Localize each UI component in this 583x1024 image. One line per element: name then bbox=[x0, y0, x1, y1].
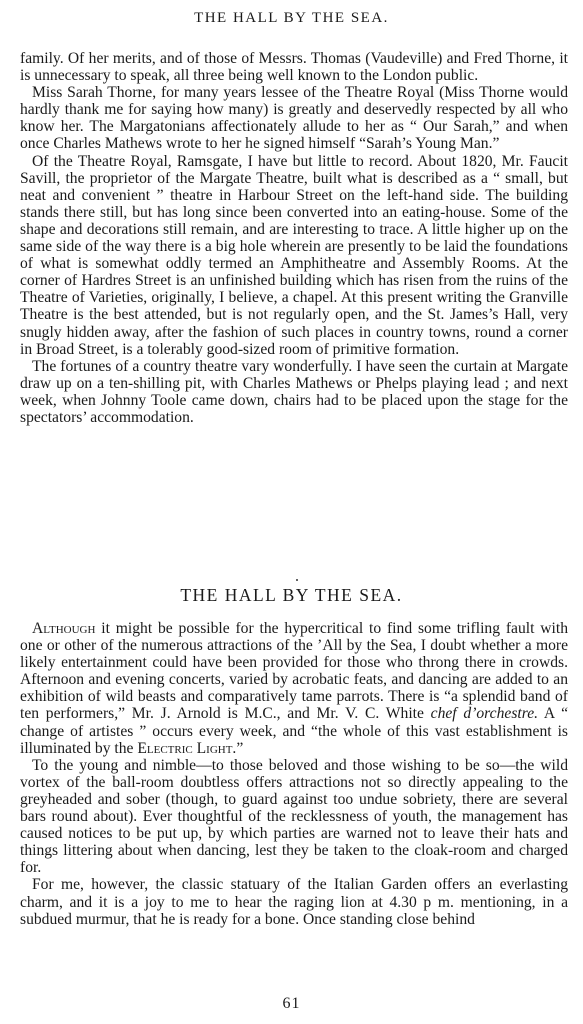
page-number: 61 bbox=[282, 995, 301, 1012]
drop-lead-word: Although bbox=[32, 620, 96, 637]
bottom-text-block bbox=[20, 620, 568, 928]
running-head: THE HALL BY THE SEA. bbox=[194, 10, 389, 26]
italic-phrase: chef d’orchestre. bbox=[430, 705, 539, 723]
paragraph-text: A “ change of artistes ” occurs every week, and “the whole of this vast establishment is illuminated by the bbox=[20, 705, 568, 757]
section-title: THE HALL BY THE SEA. bbox=[180, 585, 403, 605]
paragraph-text: it might be possible for the hypercritical to find some trifling fault with one or other of the numerous attractions of the ’All by the Sea, I doubt whether a more likely entertainment could have been provided for those who throng there in crowds. Afternoon and evening concerts, varied by acrobatic feats, and dancing are added to an exhibition of wild beasts and comparatively tame parrots. There is “a splendid band of ten performers,” Mr. J. Arnold is M.C., and Mr. V. C. White bbox=[20, 620, 568, 723]
closing-quote: ” bbox=[236, 739, 244, 757]
paragraph: For me, however, the classic statuary of the Italian Garden offers an everlasting charm, and it is a joy to me to hear the raging lion at 4.30 p m. mentioning, in a subdued murmur, that he is ready for a bone. Once standing close behind bbox=[20, 876, 568, 928]
paragraph: To the young and nimble—to those beloved and those wishing to be so—the wild vortex of the ball-room doubtless offers attractions not so directly appealing to the greyheaded and sober (though, to guard against too undue sobriety, there are several bars round about). Ever thoughtful of the recklessness of youth, the management has caused notices to be put up, by which parties are warned not to leave their hats and things littering about when dancing, lest they be taken to the cloak-room and charged for. bbox=[20, 756, 568, 877]
small-caps-phrase: Electric Light. bbox=[137, 739, 237, 757]
ink-speck bbox=[296, 579, 298, 581]
top-text-block bbox=[20, 50, 568, 426]
paragraph: Of the Theatre Royal, Ramsgate, I have but little to record. About 1820, Mr. Faucit Savill, the proprietor of the Margate Theatre, built what is described as a “ small, but neat and convenient ” theatre in Harbour Street on the left-hand side. The building stands there still, but has long since been converted into an eating-house. Some of the shape and decorations still remain, and are interesting to trace. A little higher up on the same side of the way there is a big hole wherein are presently to be laid the foundations of what is somewhat oddly termed an Amphitheatre and Assembly Rooms. At the corner of Hardres Street is an unfinished building which has risen from the ruins of the Theatre of Varieties, originally, I believe, a chapel. At this present writing the Granville Theatre is the best attended, but is not regularly open, and the St. James’s Hall, very snugly hidden away, after the fashion of such places in country towns, round a corner in Broad Street, is a tolerably good-sized room of primitive formation. bbox=[20, 152, 568, 358]
paragraph: The fortunes of a country theatre vary wonderfully. I have seen the curtain at Margate draw up on a ten-shilling pit, with Charles Mathews or Phelps playing lead ; and next week, when Johnny Toole came down, chairs had to be placed upon the stage for the spectators’ accommodation. bbox=[20, 357, 568, 426]
paragraph: Miss Sarah Thorne, for many years lessee of the Theatre Royal (Miss Thorne would hardly thank me for saying how many) is greatly and deservedly respected by all who know her. The Margatonians affectionately allude to her as “ Our Sarah,” and when once Charles Mathews wrote to her he signed himself “Sarah’s Young Man.” bbox=[20, 84, 568, 153]
paragraph: family. Of her merits, and of those of Messrs. Thomas (Vaudeville) and Fred Thorne, it is unnecessary to speak, all three being well known to the London public. bbox=[20, 50, 568, 85]
paragraph bbox=[20, 620, 568, 757]
